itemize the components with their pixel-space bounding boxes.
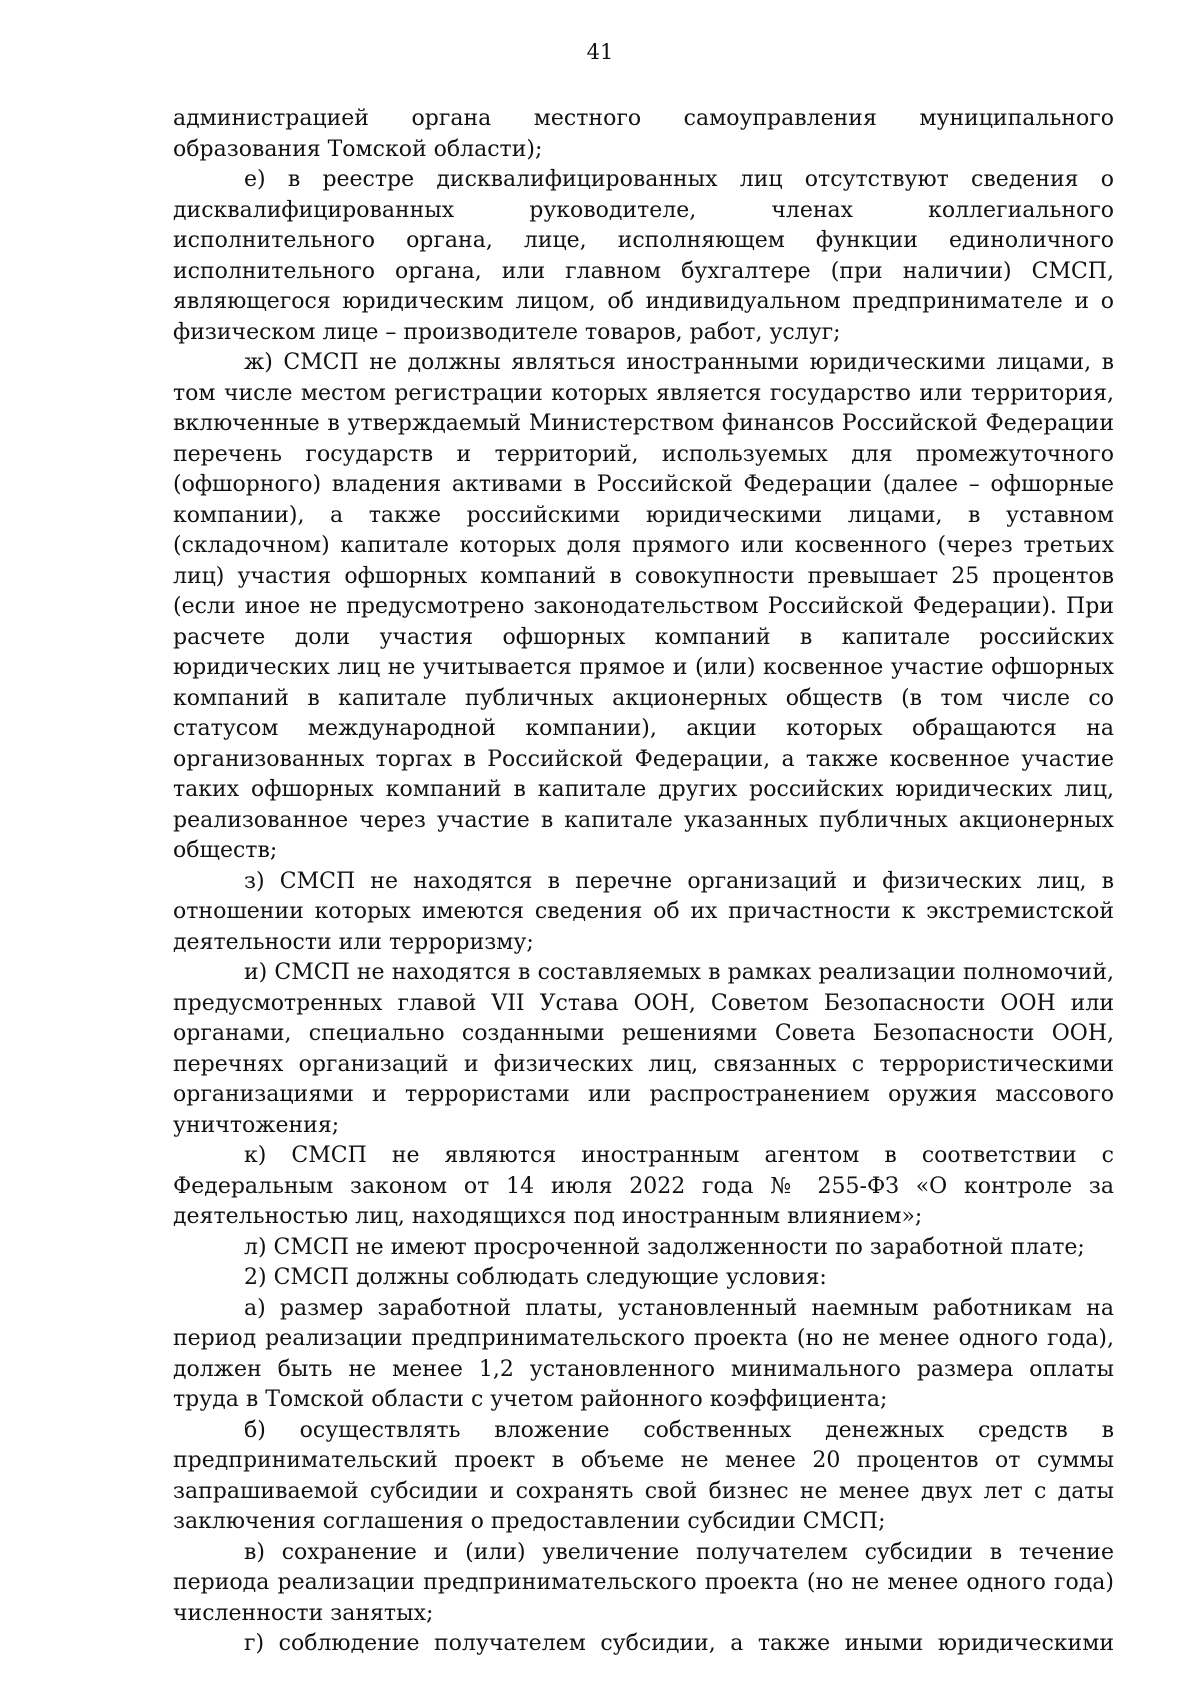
paragraph-item-g: г) соблюдение получателем субсидии, а также иными юридическими bbox=[244, 1631, 1114, 1656]
paragraph-continuation: администрацией органа местного самоуправления муниципального образования Томской области); bbox=[173, 106, 1114, 162]
document-body bbox=[173, 104, 1114, 1660]
paragraph-item-z: з) СМСП не находятся в перечне организаций и физических лиц, в отношении которых имеются сведения об их причастности к экстремистской деятельности или терроризму; bbox=[173, 868, 1114, 955]
paragraph-item-i: и) СМСП не находятся в составляемых в рамках реализации полномочий, предусмотренных главой VII Устава ООН, Советом Безопасности ООН или органами, специально созданными решениями Совета Безопасности ООН, перечнях организаций и физических лиц, связанных с террористическими организациями и террористами или распространением оружия массового уничтожения; bbox=[173, 960, 1114, 1138]
paragraph-item-b: б) осуществлять вложение собственных денежных средств в предпринимательский проект в объеме не менее 20 процентов от суммы запрашиваемой субсидии и сохранять свой бизнес не менее двух лет с даты заключения соглашения о предоставлении субсидии СМСП; bbox=[173, 1417, 1114, 1534]
paragraph-item-zh: ж) СМСП не должны являться иностранными юридическими лицами, в том числе местом регистрации которых является государство или территория, включенные в утверждаемый Министерством финансов Российской Федерации перечень государств и территорий, используемых для промежуточного (офшорного) владения активами в Российской Федерации (далее – офшорные компании), а также российскими юридическими лицами, в уставном (складочном) капитале которых доля прямого или косвенного (через третьих лиц) участия офшорных компаний в совокупности превышает 25 процентов (если иное не предусмотрено законодательством Российской Федерации). При расчете доли участия офшорных компаний в капитале российских юридических лиц не учитывается прямое и (или) косвенное участие офшорных компаний в капитале публичных акционерных обществ (в том числе со статусом международной компании), акции которых обращаются на организованных торгах в Российской Федерации, а также косвенное участие таких офшорных компаний в капитале других российских юридических лиц, реализованное через участие в капитале указанных публичных акционерных обществ; bbox=[173, 350, 1114, 863]
paragraph-item-2: 2) СМСП должны соблюдать следующие условия: bbox=[244, 1265, 827, 1290]
paragraph-item-e: е) в реестре дисквалифицированных лиц отсутствуют сведения о дисквалифицированных руководителе, членах коллегиального исполнительного органа, лице, исполняющем функции единоличного исполнительного органа, или главном бухгалтере (при наличии) СМСП, являющегося юридическим лицом, об индивидуальном предпринимателе и о физическом лице – производителе товаров, работ, услуг; bbox=[173, 167, 1114, 345]
paragraph-item-a: а) размер заработной платы, установленный наемным работникам на период реализации предпринимательского проекта (но не менее одного года), должен быть не менее 1,2 установленного минимального размера оплаты труда в Томской области с учетом районного коэффициента; bbox=[173, 1295, 1114, 1412]
paragraph-item-k: к) СМСП не являются иностранным агентом в соответствии с Федеральным законом от 14 июля 2022 года № 255-ФЗ «О контроле за деятельностью лиц, находящихся под иностранным влиянием»; bbox=[173, 1143, 1114, 1229]
paragraph-item-v: в) сохранение и (или) увеличение получателем субсидии в течение периода реализации предпринимательского проекта (но не менее одного года) численности занятых; bbox=[173, 1539, 1114, 1626]
page-number: 41 bbox=[586, 40, 614, 64]
paragraph-item-l: л) СМСП не имеют просроченной задолженности по заработной плате; bbox=[244, 1234, 1085, 1260]
